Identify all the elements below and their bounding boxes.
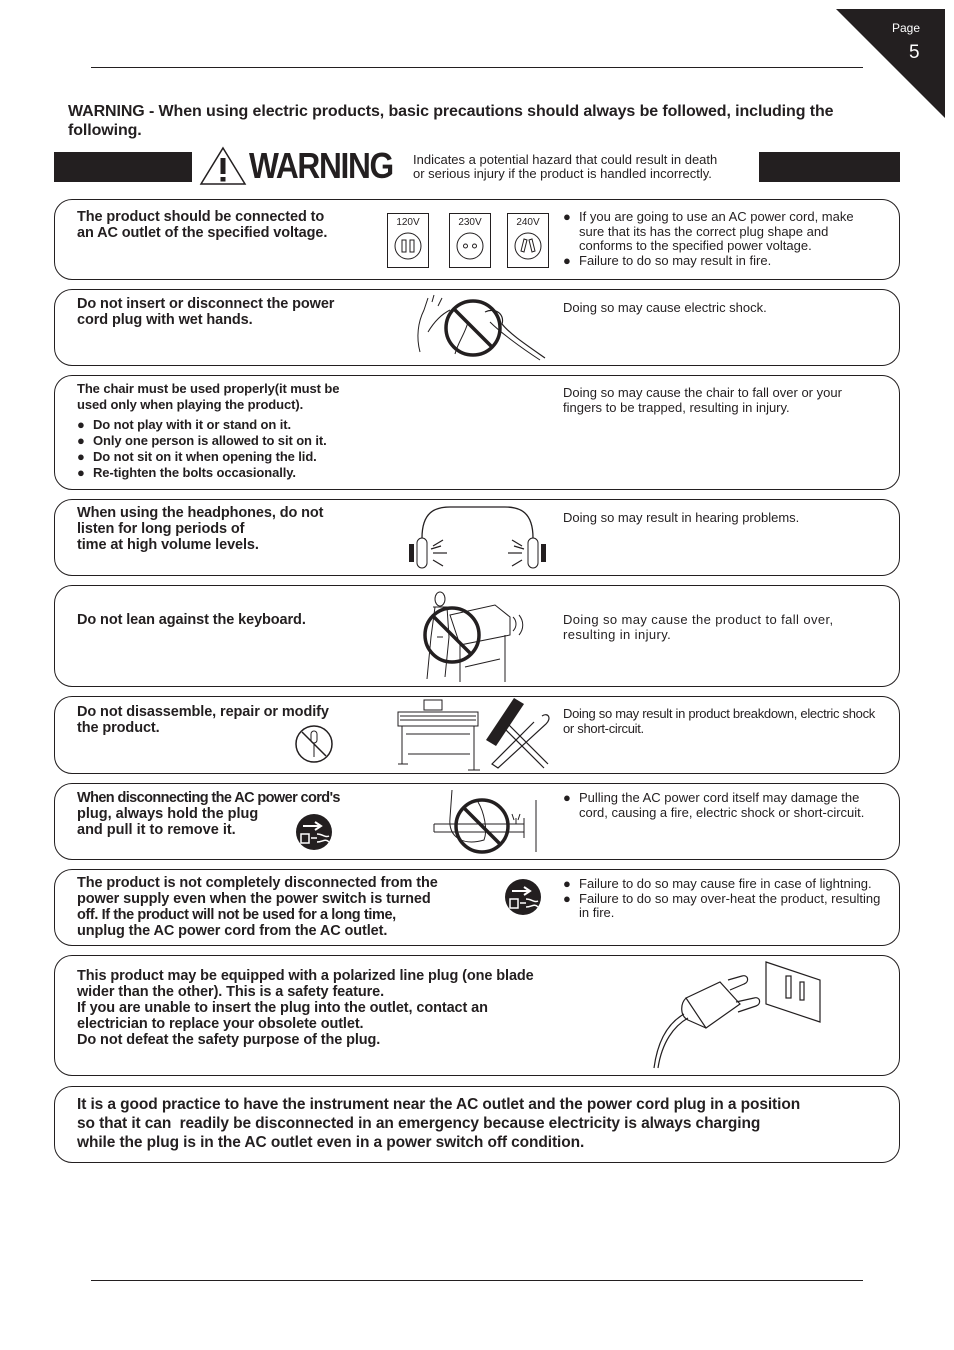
bullet-item: ● Do not play with it or stand on it.	[77, 417, 291, 432]
page-number: 5	[909, 42, 920, 63]
headphones-icon	[405, 502, 550, 574]
text-line: so that it can readily be disconnected in an emergency because electricity is always charging	[77, 1115, 761, 1132]
headphones-text	[77, 505, 372, 553]
page-corner-tab	[836, 9, 945, 118]
text-line: plug, always hold the plug	[77, 806, 259, 822]
bullet-text: Do not sit on it when opening the lid.	[93, 449, 317, 464]
unplug-notes	[563, 877, 883, 921]
chair-consequence: Doing so may cause the chair to fall over or your fingers to be trapped, resulting in injury.	[563, 385, 842, 415]
footer-rule	[91, 1280, 863, 1281]
text-line: When disconnecting the AC power cord's	[77, 790, 340, 806]
lean-text	[77, 612, 377, 628]
text-line: power supply even when the power switch is turned	[77, 891, 431, 907]
outlet-voltage-label: 230V	[458, 217, 482, 228]
text-line: Do not disassemble, repair or modify	[77, 704, 329, 720]
text-line: electrician to replace your obsolete outlet.	[77, 1016, 364, 1032]
banner-bar-right	[759, 152, 900, 182]
warning-word: WARNING	[249, 145, 393, 186]
text-line: Do not lean against the keyboard.	[77, 612, 306, 628]
warning-description-line: Indicates a potential hazard that could result in death	[413, 152, 718, 167]
header-rule	[91, 67, 863, 68]
bullet-text: If you are going to use an AC power cord, make sure that its has the correct plug shape and conforms to the specified power voltage.	[579, 209, 854, 253]
outlet-230v-icon	[449, 213, 491, 268]
bullet-text: Re-tighten the bolts occasionally.	[93, 465, 296, 480]
warning-description	[413, 153, 763, 181]
warning-triangle-icon	[199, 146, 247, 186]
intro-heading: WARNING - When using electric products, basic precautions should always be followed, including the following.	[68, 103, 834, 139]
voltage-text	[77, 209, 377, 241]
text-line: unplug the AC power cord from the AC outlet.	[77, 923, 388, 939]
bullet-item: ● If you are going to use an AC power cord, make sure that its has the correct plug shape and conforms to the specified power voltage.	[563, 210, 881, 254]
text-line: This product may be equipped with a polarized line plug (one blade	[77, 968, 534, 984]
piano-icon	[394, 698, 484, 772]
text-line: If you are unable to insert the plug into the outlet, contact an	[77, 1000, 488, 1016]
tools-icon	[484, 698, 554, 772]
outlet-voltage-label: 120V	[396, 217, 420, 228]
text-line: The chair must be used properly(it must be	[77, 381, 340, 396]
text-line: used only when playing the product).	[77, 397, 304, 412]
wet-hands-consequence: Doing so may cause electric shock.	[563, 300, 767, 315]
text-line: When using the headphones, do not	[77, 505, 324, 521]
pull-plug-notes	[563, 791, 883, 820]
bullet-item: ● Failure to do so may result in fire.	[563, 252, 772, 268]
text-line: while the plug is in the AC outlet even in a power switch off condition.	[77, 1134, 585, 1151]
bullet-text: Failure to do so may result in fire.	[579, 252, 772, 268]
bullet-text: Do not play with it or stand on it.	[93, 417, 291, 432]
outlet-120v-icon	[387, 213, 429, 268]
pull-cord-prohibited-icon	[424, 788, 544, 856]
page-label: Page	[892, 21, 921, 35]
bullet-item: ● Pulling the AC power cord itself may damage the cord, causing a fire, electric shock or short-circuit.	[563, 791, 883, 820]
bullet-text: Pulling the AC power cord itself may damage the cord, causing a fire, electric shock or short-circuit.	[579, 790, 865, 820]
no-disassembly-icon	[294, 723, 334, 765]
polarized-plug-text	[77, 968, 617, 1048]
bullet-item: ● Only one person is allowed to sit on it.	[77, 433, 327, 448]
bullet-item: ● Failure to do so may cause fire in case of lightning.	[563, 876, 872, 891]
lean-consequence: Doing so may cause the product to fall over, resulting in injury.	[563, 612, 834, 642]
wet-hands-text	[77, 296, 387, 328]
chair-text	[77, 381, 397, 481]
text-line: It is a good practice to have the instrument near the AC outlet and the power cord plug in a position	[77, 1096, 801, 1113]
unplug-text	[77, 875, 497, 939]
text-line: the product.	[77, 720, 160, 736]
banner-bar-left	[54, 152, 192, 182]
text-line: Do not insert or disconnect the power	[77, 296, 335, 312]
voltage-notes	[563, 210, 881, 268]
text-line: and pull it to remove it.	[77, 822, 236, 838]
bullet-text: Failure to do so may over-heat the product, resulting in fire.	[579, 890, 881, 920]
text-line: The product should be connected to	[77, 209, 325, 225]
outlet-240v-icon	[507, 213, 549, 268]
text-line: cord plug with wet hands.	[77, 312, 253, 328]
text-line: Do not defeat the safety purpose of the plug.	[77, 1032, 381, 1048]
polarized-plug-icon	[640, 958, 830, 1070]
outlet-voltage-label: 240V	[516, 217, 540, 228]
bullet-item: ● Do not sit on it when opening the lid.	[77, 449, 317, 464]
disassemble-consequence: Doing so may result in product breakdown, electric shock or short-circuit.	[563, 706, 875, 736]
text-line: listen for long periods of	[77, 521, 245, 537]
warning-description-line: or serious injury if the product is handled incorrectly.	[413, 166, 712, 181]
text-line: The product is not completely disconnected from the	[77, 875, 438, 891]
lean-prohibited-icon	[415, 587, 535, 685]
text-line: an AC outlet of the specified voltage.	[77, 225, 328, 241]
text-line: time at high volume levels.	[77, 537, 259, 553]
text-line: wider than the other). This is a safety feature.	[77, 984, 385, 1000]
bullet-text: Only one person is allowed to sit on it.	[93, 433, 327, 448]
accessible-outlet-text	[77, 1095, 877, 1152]
headphones-consequence: Doing so may result in hearing problems.	[563, 510, 800, 525]
wet-hands-prohibited-icon	[410, 292, 550, 362]
text-line: off. If the product will not be used for a long time,	[77, 907, 396, 923]
bullet-text: Failure to do so may cause fire in case of lightning.	[579, 876, 872, 891]
unplug-icon	[504, 877, 542, 917]
bullet-item: ● Re-tighten the bolts occasionally.	[77, 465, 296, 480]
unplug-icon	[295, 812, 333, 852]
bullet-item: ● Failure to do so may over-heat the product, resulting in fire.	[563, 892, 883, 921]
